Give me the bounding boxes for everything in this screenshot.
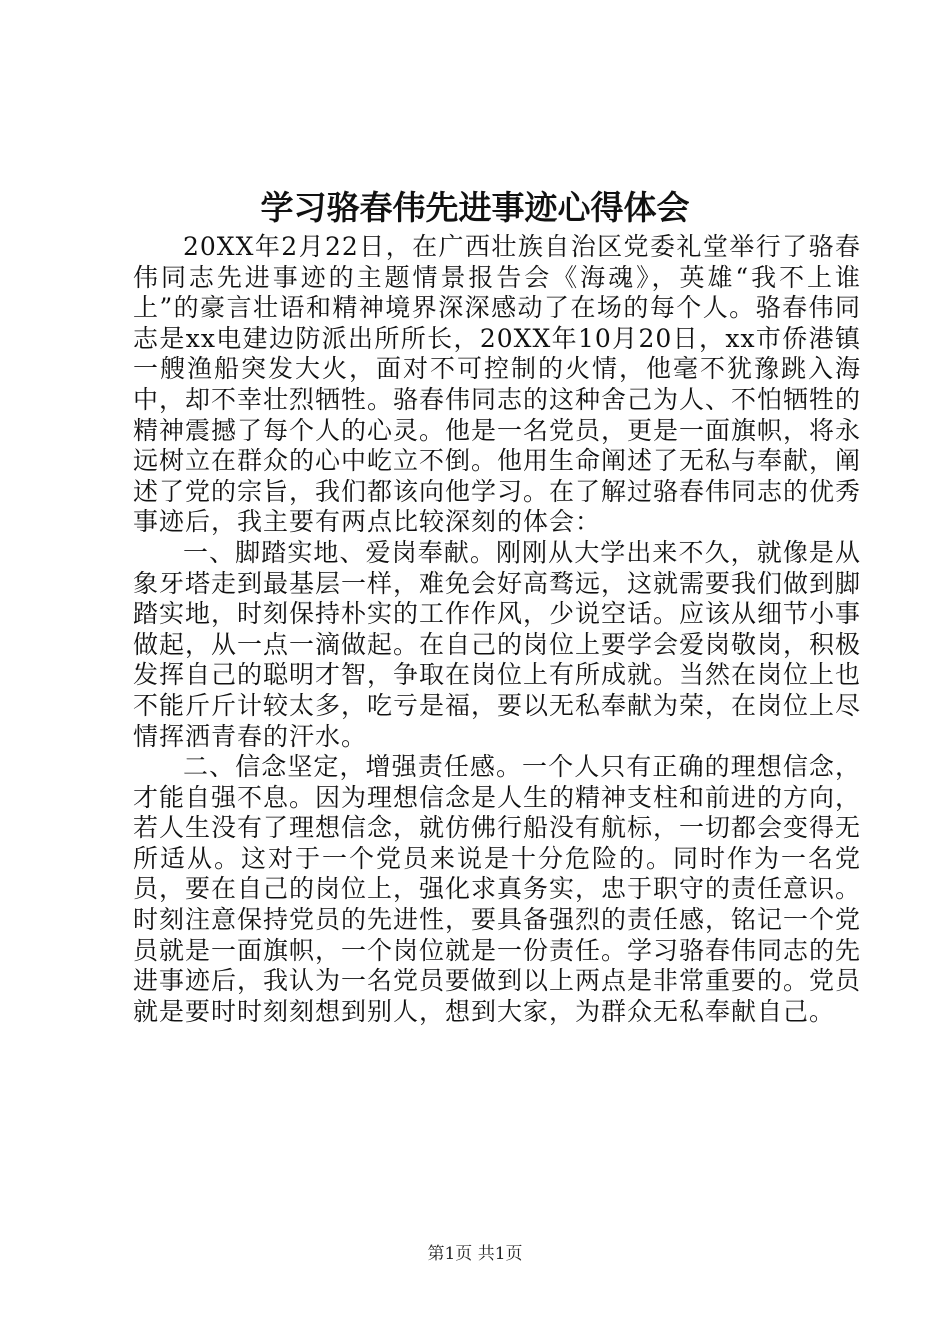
- document-body: [133, 232, 861, 1027]
- paragraph-intro: 20XX年2月22日，在广西壮族自治区党委礼堂举行了骆春伟同志先进事迹的主题情景报告会《海魂》，英雄“我不上谁上”的豪言壮语和精神境界深深感动了在场的每个人。骆春伟同志是xx电建边防派出所所长，20XX年10月20日，xx市侨港镇一艘渔船突发大火，面对不可控制的火情，他毫不犹豫跳入海中，却不幸壮烈牺牲。骆春伟同志的这种舍己为人、不怕牺牲的精神震撼了每个人的心灵。他是一名党员，更是一面旗帜，将永远树立在群众的心中屹立不倒。他用生命阐述了无私与奉献，阐述了党的宗旨，我们都该向他学习。在了解过骆春伟同志的优秀事迹后，我主要有两点比较深刻的体会：: [133, 232, 862, 537]
- paragraph-point-one: 一、脚踏实地、爱岗奉献。刚刚从大学出来不久，就像是从象牙塔走到最基层一样，难免会好高骛远，这就需要我们做到脚踏实地，时刻保持朴实的工作作风，少说空话。应该从细节小事做起，从一点一滴做起。在自己的岗位上要学会爱岗敬岗，积极发挥自己的聪明才智，争取在岗位上有所成就。当然在岗位上也不能斤斤计较太多，吃亏是福，要以无私奉献为荣，在岗位上尽情挥洒青春的汗水。: [133, 537, 862, 751]
- page-footer: 第1页 共1页: [427, 1244, 523, 1264]
- document-title: 学习骆春伟先进事迹心得体会: [260, 188, 690, 227]
- paragraph-point-two: 二、信念坚定，增强责任感。一个人只有正确的理想信念，才能自强不息。因为理想信念是人生的精神支柱和前进的方向，若人生没有了理想信念，就仿佛行船没有航标，一切都会变得无所适从。这对于一个党员来说是十分危险的。同时作为一名党员，要在自己的岗位上，强化求真务实，忠于职守的责任意识。时刻注意保持党员的先进性，要具备强烈的责任感，铭记一个党员就是一面旗帜，一个岗位就是一份责任。学习骆春伟同志的先进事迹后，我认为一名党员要做到以上两点是非常重要的。党员就是要时时刻刻想到别人，想到大家，为群众无私奉献自己。: [133, 752, 862, 1026]
